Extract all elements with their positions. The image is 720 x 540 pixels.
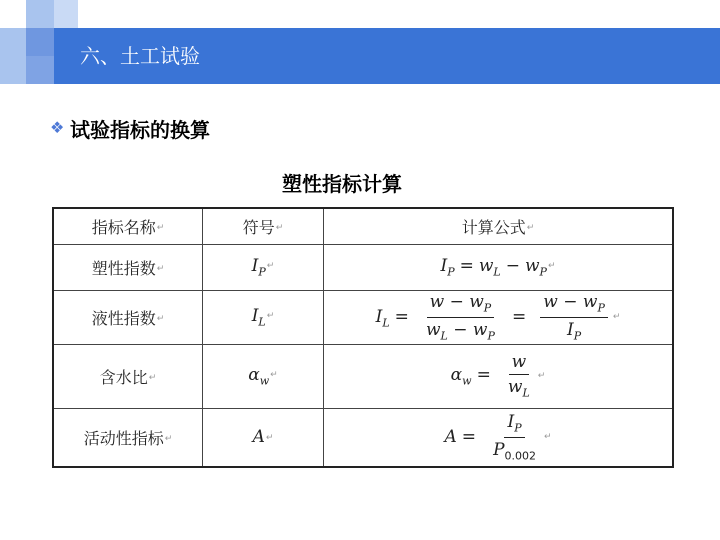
table-header-row [53,208,673,244]
table-row [53,290,673,344]
formula-cell: $\alpha_w$ = $\frac{w}{w_L}$ ↵ [324,344,674,408]
slide-title: 六、土工试验 [80,44,200,68]
formula-cell: $I_P = w_L$ − $w_P↵$ [324,244,674,290]
header-cell: 计算公式↵ [324,208,674,244]
formula-cell: A = $\frac{I_P}{P_{0.002}}$ ↵ [324,408,674,467]
table-row [53,344,673,408]
name-cell: 活动性指标↵ [53,408,203,467]
indicator-table [52,207,674,468]
name-cell: 塑性指数↵ [53,244,203,290]
decor-square [26,56,54,84]
decor-square [26,28,54,56]
header-cell: 指标名称↵ [53,208,203,244]
name-cell: 含水比↵ [53,344,203,408]
formula-cell: $I_L$ = $\frac{w - w_P}{w_L - w_P}$ = $\frac{w - w_P}{I_P}$ ↵ [324,290,674,344]
symbol-cell: A↵ [203,408,324,467]
symbol-cell: $I_L↵$ [203,290,324,344]
decor-square [54,0,78,28]
symbol-cell: $\alpha_w↵$ [203,344,324,408]
decor-square [0,28,26,84]
table-row [53,408,673,467]
header-cell: 符号↵ [203,208,324,244]
diamond-bullet-icon: ❖ [50,118,65,137]
table-title: 塑性指标计算 [282,172,402,196]
name-cell: 液性指数↵ [53,290,203,344]
section-heading: 试验指标的换算 [70,118,210,142]
table-row [53,244,673,290]
symbol-cell: $I_P↵$ [203,244,324,290]
